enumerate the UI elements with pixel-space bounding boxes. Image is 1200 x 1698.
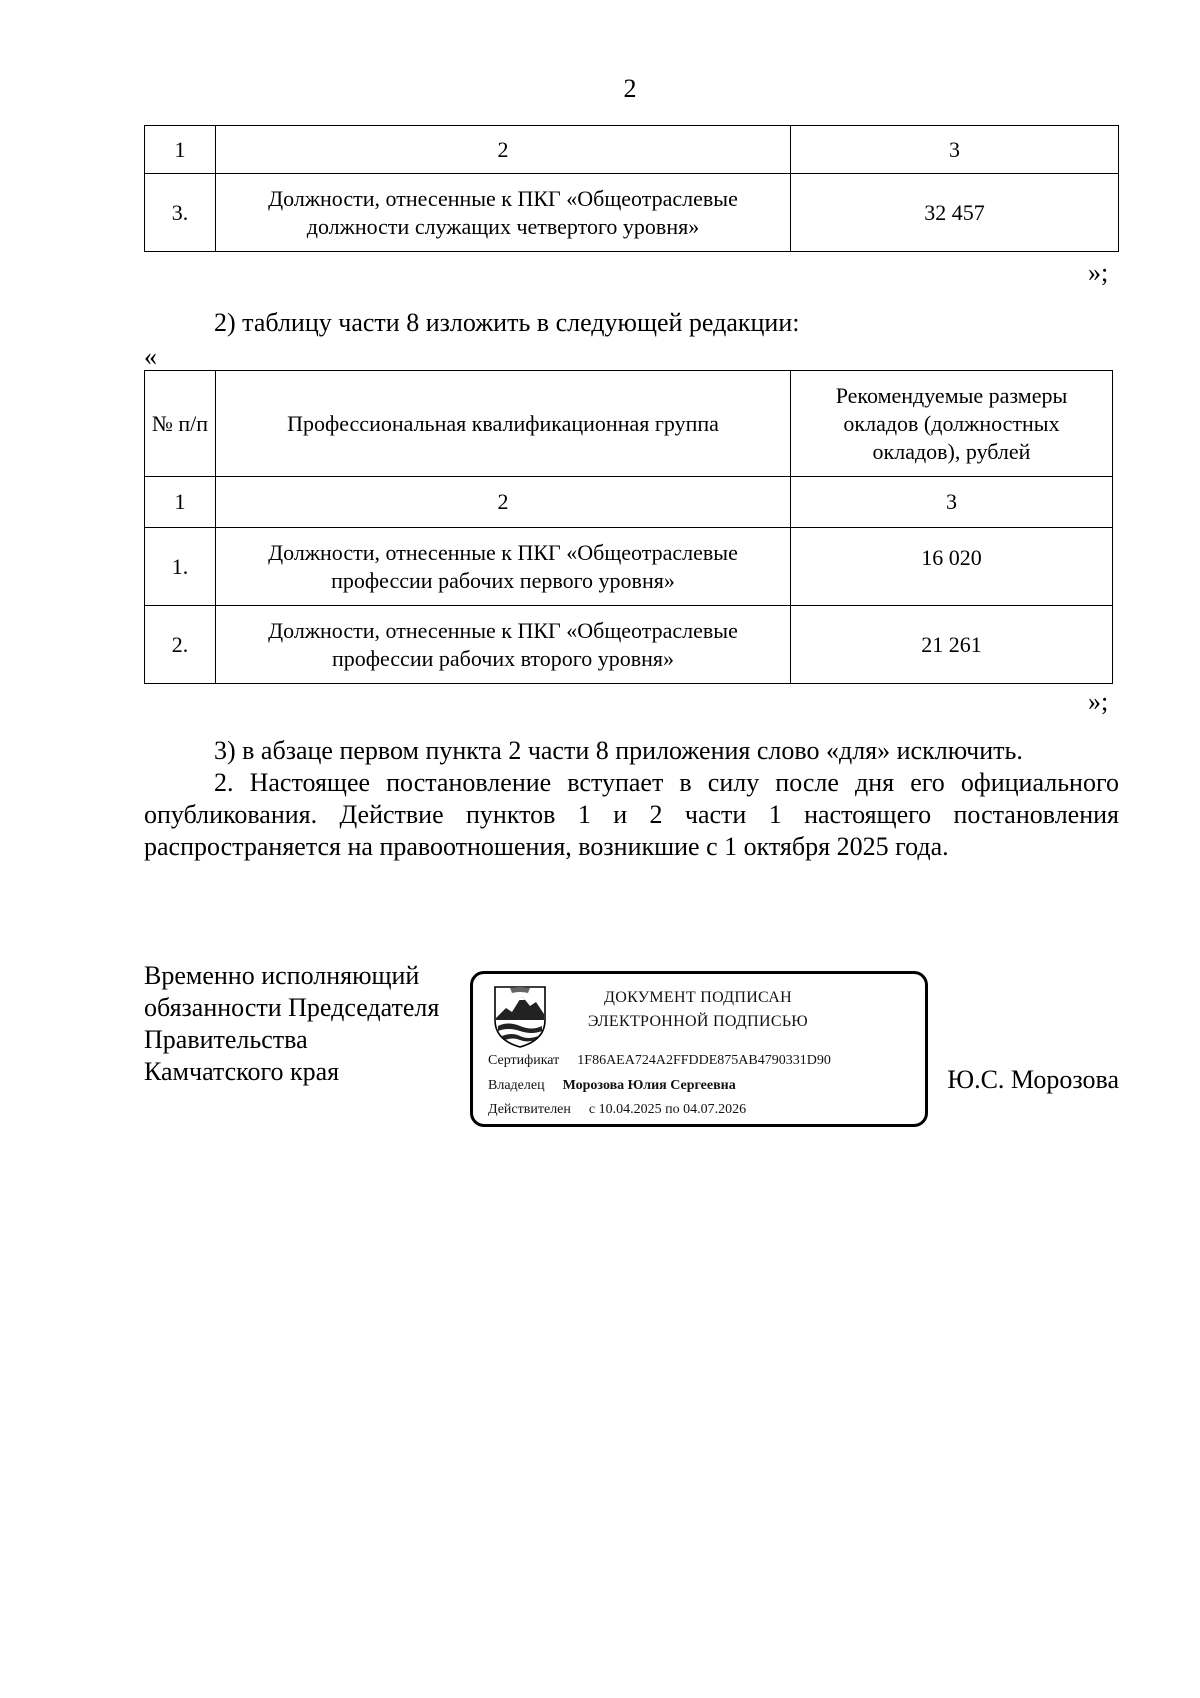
stamp-heading-line: ЭЛЕКТРОННОЙ ПОДПИСЬЮ: [587, 1013, 809, 1030]
signer-title-line: Правительства: [144, 1025, 308, 1054]
header-number-cell: 1: [145, 477, 216, 528]
header-number-cell: 3: [791, 126, 1119, 174]
paragraph-2: 2. Настоящее постановление вступает в силу после дня его официального опубликования. Действие пунктов 1 и 2 части 1 настоящего постановления распространяется на правоотношения, возникшие с 1 октября 2025 года.: [144, 768, 1119, 861]
salary-table-continuation: [144, 125, 1119, 252]
signer-name: Ю.С. Морозова: [947, 1065, 1119, 1094]
signer-title: [144, 960, 439, 1088]
signer-title-line: Временно исполняющий: [144, 961, 420, 990]
stamp-heading: [568, 986, 828, 1034]
table-row: [145, 606, 1113, 684]
row-salary-cell: 21 261: [791, 606, 1113, 684]
stamp-validity-row: [488, 1102, 746, 1118]
signer-title-line: Камчатского края: [144, 1057, 340, 1086]
salary-table-part-8: [144, 370, 1113, 684]
electronic-signature-stamp: [470, 971, 928, 1127]
kamchatka-emblem-icon: [492, 984, 548, 1050]
row-salary-cell: 32 457: [791, 174, 1119, 252]
row-number-cell: 3.: [145, 174, 216, 252]
header-number-cell: 3: [791, 477, 1113, 528]
owner-value: Морозова Юлия Сергеевна: [562, 1078, 736, 1093]
header-num-cell: № п/п: [145, 371, 216, 477]
row-group-cell: Должности, отнесенные к ПКГ «Общеотраслевые должности служащих четвертого уровня»: [216, 174, 791, 252]
item-2-paragraph: 2) таблицу части 8 изложить в следующей редакции:: [214, 308, 800, 337]
table-row: [145, 174, 1119, 252]
header-number-cell: 1: [145, 126, 216, 174]
row-group-cell: Должности, отнесенные к ПКГ «Общеотраслевые профессии рабочих второго уровня»: [216, 606, 791, 684]
header-number-cell: 2: [216, 477, 791, 528]
row-salary-cell: 16 020: [791, 528, 1113, 606]
header-number-cell: 2: [216, 126, 791, 174]
certificate-label: Сертификат: [488, 1053, 560, 1068]
item-3-paragraph: 3) в абзаце первом пункта 2 части 8 приложения слово «для» исключить.: [214, 736, 1023, 765]
table-header-numbers-row: [145, 477, 1113, 528]
stamp-certificate-row: [488, 1053, 831, 1069]
header-salary-cell: Рекомендуемые размеры окладов (должностных окладов), рублей: [791, 371, 1113, 477]
page-number: 2: [623, 74, 637, 103]
opening-quote-mark: «: [144, 342, 157, 371]
row-group-cell: Должности, отнесенные к ПКГ «Общеотраслевые профессии рабочих первого уровня»: [216, 528, 791, 606]
owner-label: Владелец: [488, 1078, 545, 1093]
signer-title-line: обязанности Председателя: [144, 993, 440, 1022]
table-header-row: [145, 371, 1113, 477]
validity-label: Действителен: [488, 1102, 571, 1117]
row-number-cell: 1.: [145, 528, 216, 606]
validity-value: с 10.04.2025 по 04.07.2026: [588, 1102, 747, 1117]
certificate-value: 1F86AEA724A2FFDDE875AB4790331D90: [577, 1053, 831, 1068]
row-number-cell: 2.: [145, 606, 216, 684]
stamp-heading-line: ДОКУМЕНТ ПОДПИСАН: [604, 989, 792, 1006]
stamp-owner-row: [488, 1078, 736, 1094]
closing-quote-mark: »;: [1088, 687, 1109, 716]
closing-quote-mark: »;: [1088, 258, 1109, 287]
header-group-cell: Профессиональная квалификационная группа: [216, 371, 791, 477]
table-header-numbers-row: [145, 126, 1119, 174]
table-row: [145, 528, 1113, 606]
